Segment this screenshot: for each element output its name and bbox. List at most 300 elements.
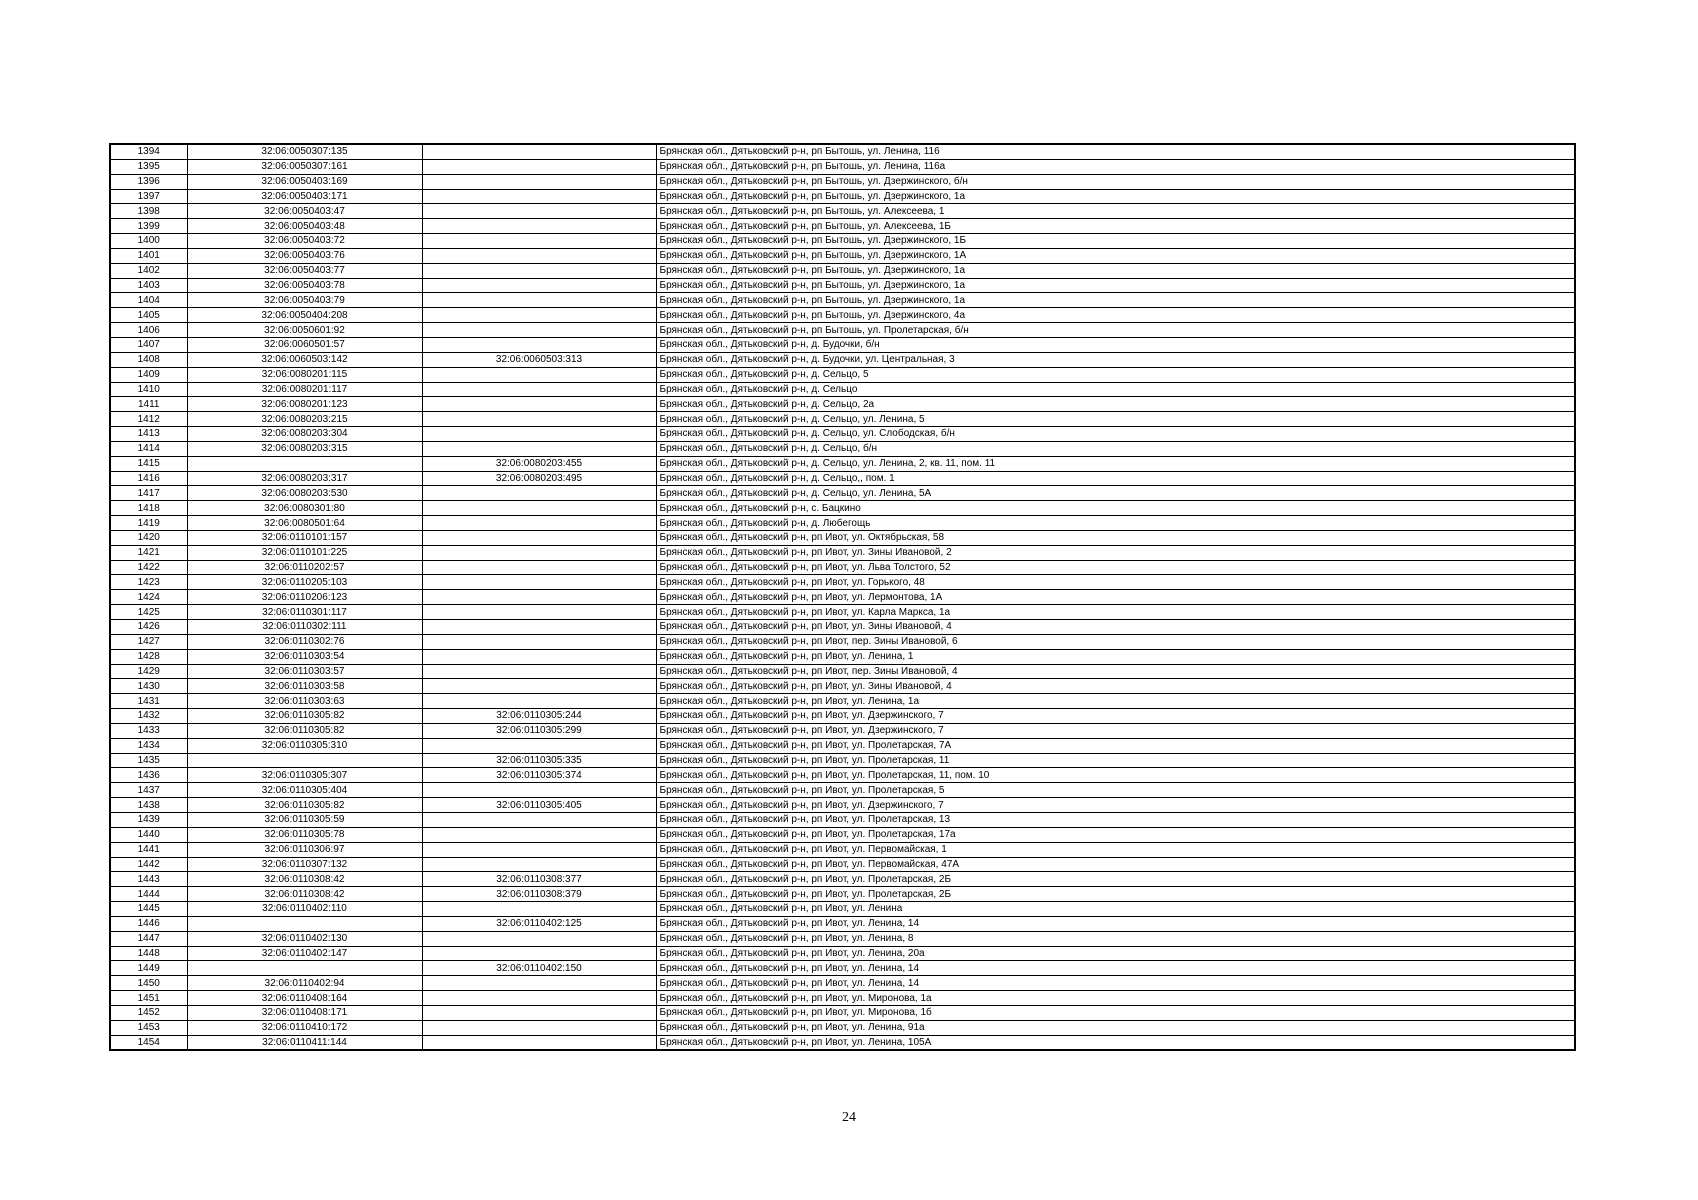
- building-cadastral-number-cell: [422, 575, 656, 590]
- table-row: [110, 827, 1575, 842]
- address-cell: Брянская обл., Дятьковский р-н, д. Сельцо, 5: [656, 367, 1575, 382]
- land-cadastral-number-cell: 32:06:0110308:42: [187, 887, 422, 902]
- table-row: [110, 1005, 1575, 1020]
- address-cell: Брянская обл., Дятьковский р-н, рп Ивот, ул. Льва Толстого, 52: [656, 560, 1575, 575]
- address-cell: Брянская обл., Дятьковский р-н, рп Ивот, ул. Горького, 48: [656, 575, 1575, 590]
- address-cell: Брянская обл., Дятьковский р-н, д. Сельцо, ул. Ленина, 5: [656, 412, 1575, 427]
- building-cadastral-number-cell: 32:06:0110305:335: [422, 753, 656, 768]
- land-cadastral-number-cell: 32:06:0080201:123: [187, 397, 422, 412]
- row-number-cell: 1418: [110, 501, 187, 516]
- land-cadastral-number-cell: 32:06:0110202:57: [187, 560, 422, 575]
- building-cadastral-number-cell: 32:06:0110402:150: [422, 961, 656, 976]
- address-cell: Брянская обл., Дятьковский р-н, рп Бытошь, ул. Дзержинского, б/н: [656, 174, 1575, 189]
- building-cadastral-number-cell: [422, 159, 656, 174]
- row-number-cell: 1395: [110, 159, 187, 174]
- building-cadastral-number-cell: [422, 412, 656, 427]
- address-cell: Брянская обл., Дятьковский р-н, рп Ивот, ул. Ленина: [656, 902, 1575, 917]
- table-row: [110, 664, 1575, 679]
- table-row: [110, 323, 1575, 338]
- land-cadastral-number-cell: 32:06:0110206:123: [187, 590, 422, 605]
- address-cell: Брянская обл., Дятьковский р-н, рп Ивот, ул. Ленина, 14: [656, 916, 1575, 931]
- building-cadastral-number-cell: [422, 427, 656, 442]
- building-cadastral-number-cell: [422, 174, 656, 189]
- table-row: [110, 768, 1575, 783]
- building-cadastral-number-cell: [422, 189, 656, 204]
- land-cadastral-number-cell: 32:06:0110307:132: [187, 857, 422, 872]
- land-cadastral-number-cell: 32:06:0050403:171: [187, 189, 422, 204]
- table-row: [110, 931, 1575, 946]
- address-cell: Брянская обл., Дятьковский р-н, д. Будочки, б/н: [656, 337, 1575, 352]
- building-cadastral-number-cell: 32:06:0110305:244: [422, 709, 656, 724]
- building-cadastral-number-cell: [422, 931, 656, 946]
- address-cell: Брянская обл., Дятьковский р-н, рп Ивот, ул. Зины Ивановой, 4: [656, 620, 1575, 635]
- building-cadastral-number-cell: 32:06:0110308:377: [422, 872, 656, 887]
- building-cadastral-number-cell: [422, 560, 656, 575]
- table-row: [110, 263, 1575, 278]
- row-number-cell: 1429: [110, 664, 187, 679]
- row-number-cell: 1440: [110, 827, 187, 842]
- row-number-cell: 1397: [110, 189, 187, 204]
- land-cadastral-number-cell: 32:06:0110308:42: [187, 872, 422, 887]
- address-cell: Брянская обл., Дятьковский р-н, рп Ивот, ул. Ленина, 14: [656, 961, 1575, 976]
- table-row: [110, 605, 1575, 620]
- building-cadastral-number-cell: 32:06:0110402:125: [422, 916, 656, 931]
- building-cadastral-number-cell: [422, 486, 656, 501]
- row-number-cell: 1410: [110, 382, 187, 397]
- table-row: [110, 694, 1575, 709]
- row-number-cell: 1451: [110, 991, 187, 1006]
- land-cadastral-number-cell: 32:06:0110402:130: [187, 931, 422, 946]
- address-cell: Брянская обл., Дятьковский р-н, рп Бытошь, ул. Ленина, 116: [656, 144, 1575, 159]
- row-number-cell: 1406: [110, 323, 187, 338]
- table-row: [110, 590, 1575, 605]
- row-number-cell: 1431: [110, 694, 187, 709]
- table-row: [110, 308, 1575, 323]
- table-row: [110, 991, 1575, 1006]
- table-row: [110, 634, 1575, 649]
- land-cadastral-number-cell: 32:06:0080203:315: [187, 441, 422, 456]
- table-row: [110, 545, 1575, 560]
- land-cadastral-number-cell: 32:06:0110305:307: [187, 768, 422, 783]
- address-cell: Брянская обл., Дятьковский р-н, рп Ивот, ул. Дзержинского, 7: [656, 798, 1575, 813]
- land-cadastral-number-cell: 32:06:0110410:172: [187, 1020, 422, 1035]
- table-row: [110, 174, 1575, 189]
- land-cadastral-number-cell: 32:06:0050403:72: [187, 234, 422, 249]
- land-cadastral-number-cell: 32:06:0110302:76: [187, 634, 422, 649]
- address-cell: Брянская обл., Дятьковский р-н, рп Ивот, ул. Октябрьская, 58: [656, 530, 1575, 545]
- table-row: [110, 812, 1575, 827]
- land-cadastral-number-cell: 32:06:0050403:47: [187, 204, 422, 219]
- land-cadastral-number-cell: 32:06:0080501:64: [187, 516, 422, 531]
- land-cadastral-number-cell: 32:06:0110305:82: [187, 723, 422, 738]
- table-row: [110, 709, 1575, 724]
- address-cell: Брянская обл., Дятьковский р-н, рп Ивот, ул. Карла Маркса, 1а: [656, 605, 1575, 620]
- land-cadastral-number-cell: [187, 961, 422, 976]
- address-cell: Брянская обл., Дятьковский р-н, д. Сельцо, 2а: [656, 397, 1575, 412]
- building-cadastral-number-cell: [422, 263, 656, 278]
- land-cadastral-number-cell: 32:06:0110411:144: [187, 1035, 422, 1050]
- row-number-cell: 1442: [110, 857, 187, 872]
- land-cadastral-number-cell: 32:06:0110408:171: [187, 1005, 422, 1020]
- row-number-cell: 1423: [110, 575, 187, 590]
- land-cadastral-number-cell: 32:06:0110402:110: [187, 902, 422, 917]
- table-row: [110, 961, 1575, 976]
- building-cadastral-number-cell: [422, 679, 656, 694]
- building-cadastral-number-cell: [422, 441, 656, 456]
- address-cell: Брянская обл., Дятьковский р-н, д. Сельцо, ул. Слободская, б/н: [656, 427, 1575, 442]
- building-cadastral-number-cell: 32:06:0110305:405: [422, 798, 656, 813]
- building-cadastral-number-cell: [422, 902, 656, 917]
- address-cell: Брянская обл., Дятьковский р-н, рп Ивот, ул. Пролетарская, 11, пом. 10: [656, 768, 1575, 783]
- building-cadastral-number-cell: [422, 516, 656, 531]
- row-number-cell: 1409: [110, 367, 187, 382]
- building-cadastral-number-cell: [422, 664, 656, 679]
- land-cadastral-number-cell: 32:06:0080201:115: [187, 367, 422, 382]
- address-cell: Брянская обл., Дятьковский р-н, рп Ивот, ул. Пролетарская, 2Б: [656, 887, 1575, 902]
- address-cell: Брянская обл., Дятьковский р-н, рп Ивот, ул. Дзержинского, 7: [656, 723, 1575, 738]
- row-number-cell: 1412: [110, 412, 187, 427]
- land-cadastral-number-cell: 32:06:0110302:111: [187, 620, 422, 635]
- land-cadastral-number-cell: 32:06:0110306:97: [187, 842, 422, 857]
- table-row: [110, 159, 1575, 174]
- land-cadastral-number-cell: 32:06:0110101:157: [187, 530, 422, 545]
- table-row: [110, 219, 1575, 234]
- table-row: [110, 234, 1575, 249]
- building-cadastral-number-cell: [422, 620, 656, 635]
- row-number-cell: 1415: [110, 456, 187, 471]
- table-row: [110, 278, 1575, 293]
- land-cadastral-number-cell: 32:06:0060503:142: [187, 352, 422, 367]
- address-cell: Брянская обл., Дятьковский р-н, рп Ивот, ул. Лермонтова, 1А: [656, 590, 1575, 605]
- row-number-cell: 1399: [110, 219, 187, 234]
- land-cadastral-number-cell: 32:06:0110305:310: [187, 738, 422, 753]
- row-number-cell: 1411: [110, 397, 187, 412]
- row-number-cell: 1435: [110, 753, 187, 768]
- land-cadastral-number-cell: 32:06:0110305:404: [187, 783, 422, 798]
- address-cell: Брянская обл., Дятьковский р-н, рп Ивот, ул. Пролетарская, 2Б: [656, 872, 1575, 887]
- land-cadastral-number-cell: 32:06:0050307:161: [187, 159, 422, 174]
- row-number-cell: 1430: [110, 679, 187, 694]
- page-number: 24: [842, 1110, 856, 1125]
- row-number-cell: 1417: [110, 486, 187, 501]
- building-cadastral-number-cell: [422, 234, 656, 249]
- table-row: [110, 1020, 1575, 1035]
- building-cadastral-number-cell: [422, 946, 656, 961]
- address-cell: Брянская обл., Дятьковский р-н, д. Сельцо, ул. Ленина, 5А: [656, 486, 1575, 501]
- table-row: [110, 560, 1575, 575]
- land-cadastral-number-cell: 32:06:0110402:147: [187, 946, 422, 961]
- land-cadastral-number-cell: 32:06:0050403:78: [187, 278, 422, 293]
- building-cadastral-number-cell: [422, 1005, 656, 1020]
- land-cadastral-number-cell: 32:06:0080203:215: [187, 412, 422, 427]
- building-cadastral-number-cell: [422, 827, 656, 842]
- address-cell: Брянская обл., Дятьковский р-н, рп Бытошь, ул. Дзержинского, 1а: [656, 293, 1575, 308]
- row-number-cell: 1452: [110, 1005, 187, 1020]
- building-cadastral-number-cell: [422, 976, 656, 991]
- table-row: [110, 649, 1575, 664]
- row-number-cell: 1446: [110, 916, 187, 931]
- address-cell: Брянская обл., Дятьковский р-н, рп Ивот, ул. Ленина, 8: [656, 931, 1575, 946]
- address-cell: Брянская обл., Дятьковский р-н, рп Бытошь, ул. Пролетарская, б/н: [656, 323, 1575, 338]
- address-cell: Брянская обл., Дятьковский р-н, рп Ивот, ул. Зины Ивановой, 2: [656, 545, 1575, 560]
- table-row: [110, 723, 1575, 738]
- table-row: [110, 248, 1575, 263]
- row-number-cell: 1407: [110, 337, 187, 352]
- address-cell: Брянская обл., Дятьковский р-н, рп Ивот, ул. Ленина, 105А: [656, 1035, 1575, 1050]
- building-cadastral-number-cell: [422, 308, 656, 323]
- land-cadastral-number-cell: 32:06:0110301:117: [187, 605, 422, 620]
- table-row: [110, 798, 1575, 813]
- land-cadastral-number-cell: 32:06:0080203:530: [187, 486, 422, 501]
- row-number-cell: 1450: [110, 976, 187, 991]
- property-registry-table: [109, 143, 1576, 1051]
- table-row: [110, 293, 1575, 308]
- address-cell: Брянская обл., Дятьковский р-н, рп Ивот, ул. Первомайская, 47А: [656, 857, 1575, 872]
- table-row: [110, 872, 1575, 887]
- table-row: [110, 976, 1575, 991]
- land-cadastral-number-cell: 32:06:0080203:304: [187, 427, 422, 442]
- address-cell: Брянская обл., Дятьковский р-н, рп Ивот, ул. Ленина, 20а: [656, 946, 1575, 961]
- building-cadastral-number-cell: [422, 649, 656, 664]
- address-cell: Брянская обл., Дятьковский р-н, рп Ивот, пер. Зины Ивановой, 6: [656, 634, 1575, 649]
- land-cadastral-number-cell: 32:06:0080301:80: [187, 501, 422, 516]
- table-row: [110, 738, 1575, 753]
- row-number-cell: 1426: [110, 620, 187, 635]
- building-cadastral-number-cell: [422, 397, 656, 412]
- land-cadastral-number-cell: 32:06:0050307:135: [187, 144, 422, 159]
- row-number-cell: 1448: [110, 946, 187, 961]
- building-cadastral-number-cell: [422, 248, 656, 263]
- building-cadastral-number-cell: [422, 219, 656, 234]
- land-cadastral-number-cell: 32:06:0050403:79: [187, 293, 422, 308]
- row-number-cell: 1449: [110, 961, 187, 976]
- address-cell: Брянская обл., Дятьковский р-н, д. Сельцо, б/н: [656, 441, 1575, 456]
- row-number-cell: 1414: [110, 441, 187, 456]
- address-cell: Брянская обл., Дятьковский р-н, рп Ивот, пер. Зины Ивановой, 4: [656, 664, 1575, 679]
- land-cadastral-number-cell: 32:06:0050403:169: [187, 174, 422, 189]
- table-row: [110, 471, 1575, 486]
- address-cell: Брянская обл., Дятьковский р-н, рп Бытошь, ул. Алексеева, 1: [656, 204, 1575, 219]
- table-row: [110, 516, 1575, 531]
- address-cell: Брянская обл., Дятьковский р-н, д. Любегощь: [656, 516, 1575, 531]
- land-cadastral-number-cell: 32:06:0110101:225: [187, 545, 422, 560]
- table-row: [110, 783, 1575, 798]
- table-row: [110, 382, 1575, 397]
- address-cell: Брянская обл., Дятьковский р-н, д. Будочки, ул. Центральная, 3: [656, 352, 1575, 367]
- row-number-cell: 1454: [110, 1035, 187, 1050]
- row-number-cell: 1437: [110, 783, 187, 798]
- address-cell: Брянская обл., Дятьковский р-н, рп Ивот, ул. Дзержинского, 7: [656, 709, 1575, 724]
- land-cadastral-number-cell: 32:06:0110305:78: [187, 827, 422, 842]
- table-row: [110, 946, 1575, 961]
- row-number-cell: 1404: [110, 293, 187, 308]
- building-cadastral-number-cell: [422, 590, 656, 605]
- building-cadastral-number-cell: 32:06:0060503:313: [422, 352, 656, 367]
- land-cadastral-number-cell: 32:06:0050404:208: [187, 308, 422, 323]
- land-cadastral-number-cell: [187, 753, 422, 768]
- row-number-cell: 1424: [110, 590, 187, 605]
- building-cadastral-number-cell: [422, 501, 656, 516]
- row-number-cell: 1405: [110, 308, 187, 323]
- address-cell: Брянская обл., Дятьковский р-н, с. Бацкино: [656, 501, 1575, 516]
- building-cadastral-number-cell: [422, 144, 656, 159]
- building-cadastral-number-cell: [422, 367, 656, 382]
- address-cell: Брянская обл., Дятьковский р-н, д. Сельцо, ул. Ленина, 2, кв. 11, пом. 11: [656, 456, 1575, 471]
- table-row: [110, 679, 1575, 694]
- row-number-cell: 1422: [110, 560, 187, 575]
- address-cell: Брянская обл., Дятьковский р-н, д. Сельцо: [656, 382, 1575, 397]
- address-cell: Брянская обл., Дятьковский р-н, рп Бытошь, ул. Ленина, 116а: [656, 159, 1575, 174]
- address-cell: Брянская обл., Дятьковский р-н, рп Ивот, ул. Пролетарская, 11: [656, 753, 1575, 768]
- row-number-cell: 1445: [110, 902, 187, 917]
- address-cell: Брянская обл., Дятьковский р-н, рп Ивот, ул. Ленина, 1а: [656, 694, 1575, 709]
- row-number-cell: 1400: [110, 234, 187, 249]
- table-row: [110, 337, 1575, 352]
- building-cadastral-number-cell: 32:06:0080203:495: [422, 471, 656, 486]
- row-number-cell: 1420: [110, 530, 187, 545]
- address-cell: Брянская обл., Дятьковский р-н, рп Бытошь, ул. Дзержинского, 1а: [656, 263, 1575, 278]
- building-cadastral-number-cell: [422, 278, 656, 293]
- row-number-cell: 1434: [110, 738, 187, 753]
- building-cadastral-number-cell: 32:06:0110305:299: [422, 723, 656, 738]
- row-number-cell: 1443: [110, 872, 187, 887]
- table-row: [110, 486, 1575, 501]
- land-cadastral-number-cell: 32:06:0080201:117: [187, 382, 422, 397]
- building-cadastral-number-cell: [422, 293, 656, 308]
- building-cadastral-number-cell: 32:06:0110308:379: [422, 887, 656, 902]
- table-row: [110, 916, 1575, 931]
- address-cell: Брянская обл., Дятьковский р-н, рп Ивот, ул. Первомайская, 1: [656, 842, 1575, 857]
- land-cadastral-number-cell: 32:06:0050403:77: [187, 263, 422, 278]
- land-cadastral-number-cell: 32:06:0110305:59: [187, 812, 422, 827]
- address-cell: Брянская обл., Дятьковский р-н, рп Ивот, ул. Пролетарская, 13: [656, 812, 1575, 827]
- address-cell: Брянская обл., Дятьковский р-н, рп Бытошь, ул. Дзержинского, 1а: [656, 189, 1575, 204]
- address-cell: Брянская обл., Дятьковский р-н, рп Ивот, ул. Пролетарская, 5: [656, 783, 1575, 798]
- row-number-cell: 1432: [110, 709, 187, 724]
- address-cell: Брянская обл., Дятьковский р-н, рп Бытошь, ул. Дзержинского, 4а: [656, 308, 1575, 323]
- row-number-cell: 1394: [110, 144, 187, 159]
- table-row: [110, 501, 1575, 516]
- building-cadastral-number-cell: [422, 382, 656, 397]
- row-number-cell: 1427: [110, 634, 187, 649]
- row-number-cell: 1421: [110, 545, 187, 560]
- address-cell: Брянская обл., Дятьковский р-н, рп Ивот, ул. Миронова, 1б: [656, 1005, 1575, 1020]
- building-cadastral-number-cell: [422, 1020, 656, 1035]
- land-cadastral-number-cell: 32:06:0050403:48: [187, 219, 422, 234]
- land-cadastral-number-cell: 32:06:0080203:317: [187, 471, 422, 486]
- table-row: [110, 441, 1575, 456]
- row-number-cell: 1444: [110, 887, 187, 902]
- address-cell: Брянская обл., Дятьковский р-н, рп Бытошь, ул. Дзержинского, 1Б: [656, 234, 1575, 249]
- row-number-cell: 1428: [110, 649, 187, 664]
- table-row: [110, 397, 1575, 412]
- address-cell: Брянская обл., Дятьковский р-н, рп Ивот, ул. Зины Ивановой, 4: [656, 679, 1575, 694]
- building-cadastral-number-cell: [422, 812, 656, 827]
- table-row: [110, 857, 1575, 872]
- building-cadastral-number-cell: [422, 783, 656, 798]
- row-number-cell: 1441: [110, 842, 187, 857]
- row-number-cell: 1413: [110, 427, 187, 442]
- row-number-cell: 1436: [110, 768, 187, 783]
- row-number-cell: 1408: [110, 352, 187, 367]
- address-cell: Брянская обл., Дятьковский р-н, рп Ивот, ул. Ленина, 14: [656, 976, 1575, 991]
- table-row: [110, 902, 1575, 917]
- address-cell: Брянская обл., Дятьковский р-н, рп Бытошь, ул. Дзержинского, 1А: [656, 248, 1575, 263]
- table-row: [110, 887, 1575, 902]
- land-cadastral-number-cell: 32:06:0050403:76: [187, 248, 422, 263]
- land-cadastral-number-cell: 32:06:0110305:82: [187, 798, 422, 813]
- row-number-cell: 1398: [110, 204, 187, 219]
- building-cadastral-number-cell: [422, 530, 656, 545]
- table-row: [110, 842, 1575, 857]
- address-cell: Брянская обл., Дятьковский р-н, рп Бытошь, ул. Дзержинского, 1а: [656, 278, 1575, 293]
- table-row: [110, 352, 1575, 367]
- land-cadastral-number-cell: 32:06:0110303:58: [187, 679, 422, 694]
- table-row: [110, 530, 1575, 545]
- table-row: [110, 204, 1575, 219]
- table-row: [110, 753, 1575, 768]
- land-cadastral-number-cell: 32:06:0110205:103: [187, 575, 422, 590]
- building-cadastral-number-cell: [422, 991, 656, 1006]
- address-cell: Брянская обл., Дятьковский р-н, рп Ивот, ул. Ленина, 91а: [656, 1020, 1575, 1035]
- address-cell: Брянская обл., Дятьковский р-н, рп Бытошь, ул. Алексеева, 1Б: [656, 219, 1575, 234]
- land-cadastral-number-cell: 32:06:0050601:92: [187, 323, 422, 338]
- row-number-cell: 1439: [110, 812, 187, 827]
- table-row: [110, 456, 1575, 471]
- building-cadastral-number-cell: [422, 605, 656, 620]
- building-cadastral-number-cell: [422, 634, 656, 649]
- row-number-cell: 1433: [110, 723, 187, 738]
- building-cadastral-number-cell: 32:06:0110305:374: [422, 768, 656, 783]
- row-number-cell: 1416: [110, 471, 187, 486]
- land-cadastral-number-cell: 32:06:0110408:164: [187, 991, 422, 1006]
- address-cell: Брянская обл., Дятьковский р-н, рп Ивот, ул. Ленина, 1: [656, 649, 1575, 664]
- land-cadastral-number-cell: 32:06:0110303:54: [187, 649, 422, 664]
- building-cadastral-number-cell: [422, 204, 656, 219]
- building-cadastral-number-cell: [422, 738, 656, 753]
- building-cadastral-number-cell: [422, 1035, 656, 1050]
- row-number-cell: 1438: [110, 798, 187, 813]
- row-number-cell: 1419: [110, 516, 187, 531]
- address-cell: Брянская обл., Дятьковский р-н, рп Ивот, ул. Пролетарская, 7А: [656, 738, 1575, 753]
- building-cadastral-number-cell: [422, 857, 656, 872]
- table-row: [110, 1035, 1575, 1050]
- row-number-cell: 1447: [110, 931, 187, 946]
- row-number-cell: 1402: [110, 263, 187, 278]
- table-row: [110, 620, 1575, 635]
- land-cadastral-number-cell: [187, 456, 422, 471]
- table-row: [110, 189, 1575, 204]
- row-number-cell: 1403: [110, 278, 187, 293]
- table-row: [110, 412, 1575, 427]
- land-cadastral-number-cell: [187, 916, 422, 931]
- table-row: [110, 575, 1575, 590]
- building-cadastral-number-cell: [422, 337, 656, 352]
- land-cadastral-number-cell: 32:06:0110305:82: [187, 709, 422, 724]
- table-row: [110, 144, 1575, 159]
- building-cadastral-number-cell: [422, 842, 656, 857]
- address-cell: Брянская обл., Дятьковский р-н, рп Ивот, ул. Миронова, 1а: [656, 991, 1575, 1006]
- address-cell: Брянская обл., Дятьковский р-н, д. Сельцо,, пом. 1: [656, 471, 1575, 486]
- land-cadastral-number-cell: 32:06:0110303:57: [187, 664, 422, 679]
- land-cadastral-number-cell: 32:06:0110303:63: [187, 694, 422, 709]
- table-row: [110, 367, 1575, 382]
- row-number-cell: 1453: [110, 1020, 187, 1035]
- registry-table-body: [110, 144, 1575, 1050]
- building-cadastral-number-cell: 32:06:0080203:455: [422, 456, 656, 471]
- building-cadastral-number-cell: [422, 545, 656, 560]
- building-cadastral-number-cell: [422, 323, 656, 338]
